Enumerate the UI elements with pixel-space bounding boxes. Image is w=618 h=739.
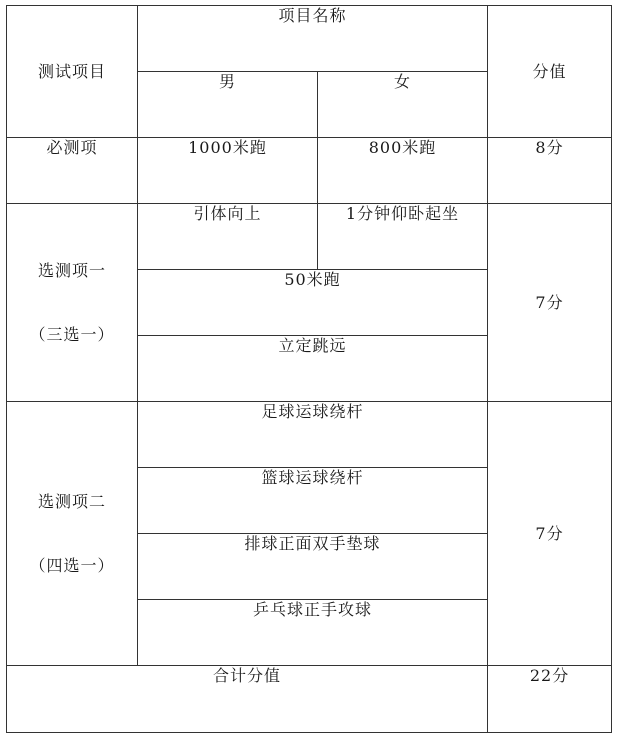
header-female: 女 [318, 72, 488, 138]
elective2-item: 乒乓球正手攻球 [138, 600, 488, 666]
elective1-male-item: 引体向上 [138, 204, 318, 270]
required-male-item: 1000米跑 [138, 138, 318, 204]
elective2-label-cell [7, 402, 138, 666]
elective2-item: 足球运球绕杆 [138, 402, 488, 468]
required-female-item: 800米跑 [318, 138, 488, 204]
pe-test-score-table [6, 5, 612, 733]
elective1-common-item: 50米跑 [138, 270, 488, 336]
elective2-rule: （四选一） [29, 555, 115, 575]
elective1-score: 7分 [488, 204, 612, 402]
elective1-female-item: 1分钟仰卧起坐 [318, 204, 488, 270]
elective2-score: 7分 [488, 402, 612, 666]
required-score: 8分 [488, 138, 612, 204]
elective1-common-item: 立定跳远 [138, 336, 488, 402]
total-score: 22分 [488, 666, 612, 733]
elective2-item: 篮球运球绕杆 [138, 468, 488, 534]
elective2-item: 排球正面双手垫球 [138, 534, 488, 600]
header-male: 男 [138, 72, 318, 138]
elective2-label: 选测项二 [37, 491, 106, 511]
total-label: 合计分值 [7, 666, 488, 733]
header-item-name: 项目名称 [138, 6, 488, 72]
header-test-item: 测试项目 [7, 6, 138, 138]
elective1-rule: （三选一） [29, 324, 115, 344]
header-score: 分值 [488, 6, 612, 138]
required-label: 必测项 [7, 138, 138, 204]
elective1-label-cell [7, 204, 138, 402]
elective1-label: 选测项一 [37, 260, 106, 280]
